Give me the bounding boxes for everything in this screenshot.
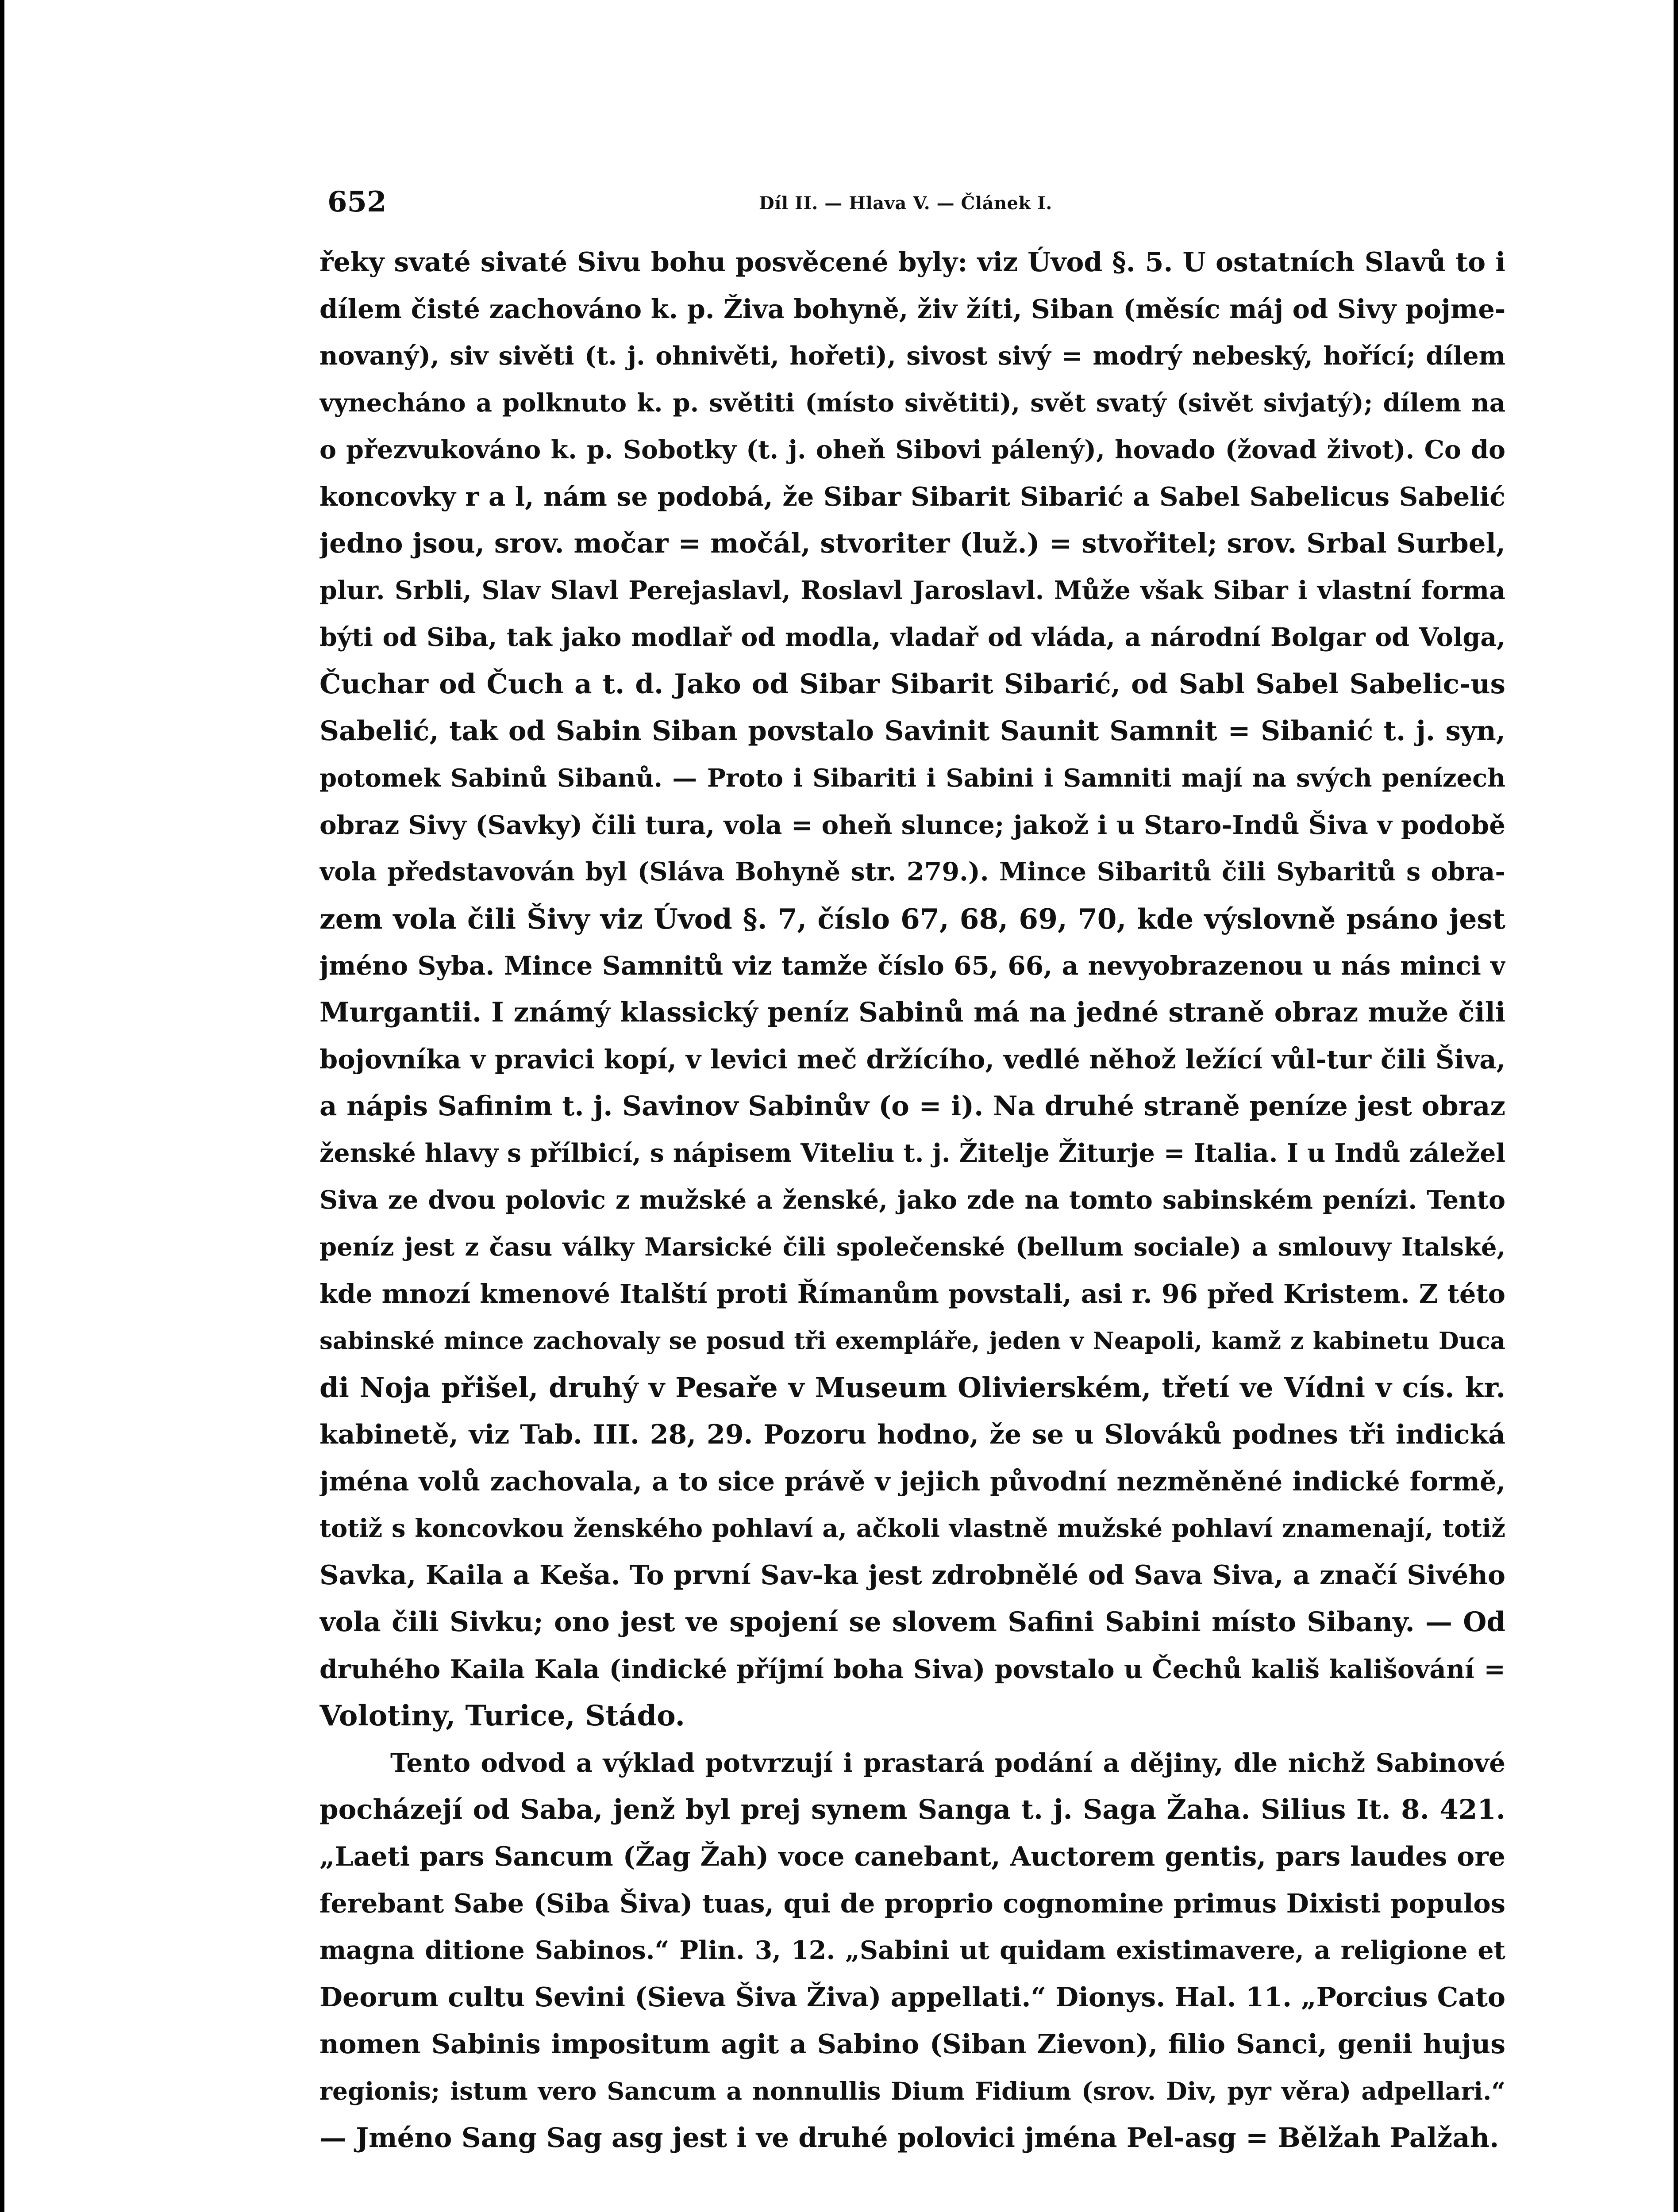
text-line: Sabelić, tak od Sabin Siban povstalo Savinit Saunit Samnit = Sibanić t. j. syn,	[319, 715, 1505, 747]
text-line: jméno Syba. Mince Samnitů viz tamže číslo 65, 66, a nevyobrazenou u nás minci v	[319, 951, 1505, 981]
text-line: plur. Srbli, Slav Slavl Perejaslavl, Roslavl Jaroslavl. Může však Sibar i vlastní forma	[319, 576, 1505, 605]
paragraph-2	[319, 1740, 1505, 2162]
text-line: potomek Sabinů Sibanů. — Proto i Sibariti i Sabini i Samniti mají na svých penízech	[319, 764, 1505, 793]
text-line: kde mnozí kmenové Italští proti Římanům povstali, asi r. 96 před Kristem. Z této	[319, 1279, 1505, 1309]
text-line: vola představován byl (Sláva Bohyně str. 279.). Mince Sibaritů čili Sybaritů s obra-	[319, 857, 1505, 887]
text-line: jména volů zachovala, a to sice právě v jejich původní nezměněné indické formě,	[319, 1466, 1505, 1497]
text-line: nomen Sabinis impositum agit a Sabino (Siban Zievon), filio Sanci, genii hujus	[319, 2029, 1505, 2060]
text-line: vola čili Sivku; ono jest ve spojení se slovem Safini Sabini místo Sibany. — Od	[319, 1606, 1505, 1638]
scan-border-left	[0, 0, 4, 2212]
text-line: řeky svaté sivaté Sivu bohu posvěcené byly: viz Úvod §. 5. U ostatních Slavů to i	[319, 247, 1505, 278]
text-line: sabinské mince zachovaly se posud tři exempláře, jeden v Neapoli, kamž z kabinetu Duca	[319, 1327, 1505, 1355]
text-line: Čuchar od Čuch a t. d. Jako od Sibar Sibarit Sibarić, od Sabl Sabel Sabelic-us	[319, 668, 1505, 700]
scan-border-right	[1674, 0, 1678, 2212]
text-line: dílem čisté zachováno k. p. Živa bohyně, živ žíti, Siban (měsíc máj od Sivy pojme-	[319, 294, 1505, 324]
paragraph-1	[319, 239, 1505, 1740]
text-line: koncovky r a l, nám se podobá, že Sibar Sibarit Sibarić a Sabel Sabelicus Sabelić	[319, 481, 1505, 512]
text-line: zem vola čili Šivy viz Úvod §. 7, číslo 67, 68, 69, 70, kde výslovně psáno jest	[319, 902, 1505, 935]
text-line: peníz jest z času války Marsické čili společenské (bellum sociale) a smlouvy Italské,	[319, 1233, 1505, 1262]
text-line: Savka, Kaila a Keša. To první Sav-ka jest zdrobnělé od Sava Siva, a značí Sivého	[319, 1560, 1505, 1591]
text-line: Murgantii. I známý klassický peníz Sabinů má na jedné straně obraz muže čili	[319, 997, 1505, 1028]
page-header	[327, 182, 1553, 222]
running-head: Díl II. — Hlava V. — Článek I.	[759, 193, 1052, 214]
text-line: novaný), siv sivěti (t. j. ohnivěti, hořeti), sivost sivý = modrý nebeský, hořící; dílem	[319, 341, 1505, 371]
text-line: býti od Siba, tak jako modlař od modla, vladař od vláda, a národní Bolgar od Volga,	[319, 622, 1505, 652]
text-line: Volotiny, Turice, Stádo.	[319, 1699, 685, 1732]
text-line: regionis; istum vero Sancum a nonnullis Dium Fidium (srov. Div, pyr věra) adpellari.“	[319, 2077, 1505, 2105]
page-number: 652	[327, 185, 387, 219]
text-line: ženské hlavy s přílbicí, s nápisem Viteliu t. j. Žitelje Žiturje = Italia. I u Indů záležel	[319, 1138, 1505, 1168]
text-line: Deorum cultu Sevini (Sieva Šiva Živa) appellati.“ Dionys. Hal. 11. „Porcius Cato	[319, 1982, 1505, 2013]
text-line: obraz Sivy (Savky) čili tura, vola = oheň slunce; jakož i u Staro-Indů Šiva v podobě	[319, 810, 1505, 840]
text-line: — Jméno Sang Sag asg jest i ve druhé polovici jména Pel-asg = Bělžah Palžah.	[319, 2122, 1499, 2154]
text-line: Tento odvod a výklad potvrzují i prastará podání a dějiny, dle nichž Sabinové	[390, 1748, 1505, 1778]
text-line: di Noja přišel, druhý v Pesaře v Museum Olivierském, třetí ve Vídni v cís. kr.	[319, 1371, 1505, 1404]
text-line: totiž s koncovkou ženského pohlaví a, ačkoli vlastně mužské pohlaví znamenají, totiž	[319, 1514, 1505, 1543]
text-line: a nápis Safinim t. j. Savinov Sabinův (o = i). Na druhé straně peníze jest obraz	[319, 1091, 1505, 1122]
body-text	[319, 239, 1505, 2154]
text-line: „Laeti pars Sancum (Žag Žah) voce canebant, Auctorem gentis, pars laudes ore	[319, 1841, 1505, 1872]
text-line: pocházejí od Saba, jenž byl prej synem Sanga t. j. Saga Žaha. Silius It. 8. 421.	[319, 1794, 1505, 1825]
text-line: ferebant Sabe (Siba Šiva) tuas, qui de proprio cognomine primus Dixisti populos	[319, 1888, 1505, 1919]
text-line: jedno jsou, srov. močar = močál, stvoriter (luž.) = stvořitel; srov. Srbal Surbel,	[319, 528, 1505, 559]
text-line: bojovníka v pravici kopí, v levici meč držícího, vedlé něhož ležící vůl-tur čili Šiva,	[319, 1044, 1505, 1075]
text-line: Siva ze dvou polovic z mužské a ženské, jako zde na tomto sabinském penízi. Tento	[319, 1185, 1505, 1215]
text-line: vynecháno a polknuto k. p. světiti (místo sivětiti), svět svatý (sivět sivjatý); dílem na	[319, 388, 1505, 418]
text-line: druhého Kaila Kala (indické příjmí boha Siva) povstalo u Čechů kališ kališování =	[319, 1654, 1505, 1684]
text-line: kabinetě, viz Tab. III. 28, 29. Pozoru hodno, že se u Slováků podnes tři indická	[319, 1419, 1505, 1450]
text-line: magna ditione Sabinos.“ Plin. 3, 12. „Sabini ut quidam existimavere, a religione et	[319, 1936, 1505, 1965]
text-line: o přezvukováno k. p. Sobotky (t. j. oheň Sibovi pálený), hovado (žovad život). Co do	[319, 435, 1505, 465]
